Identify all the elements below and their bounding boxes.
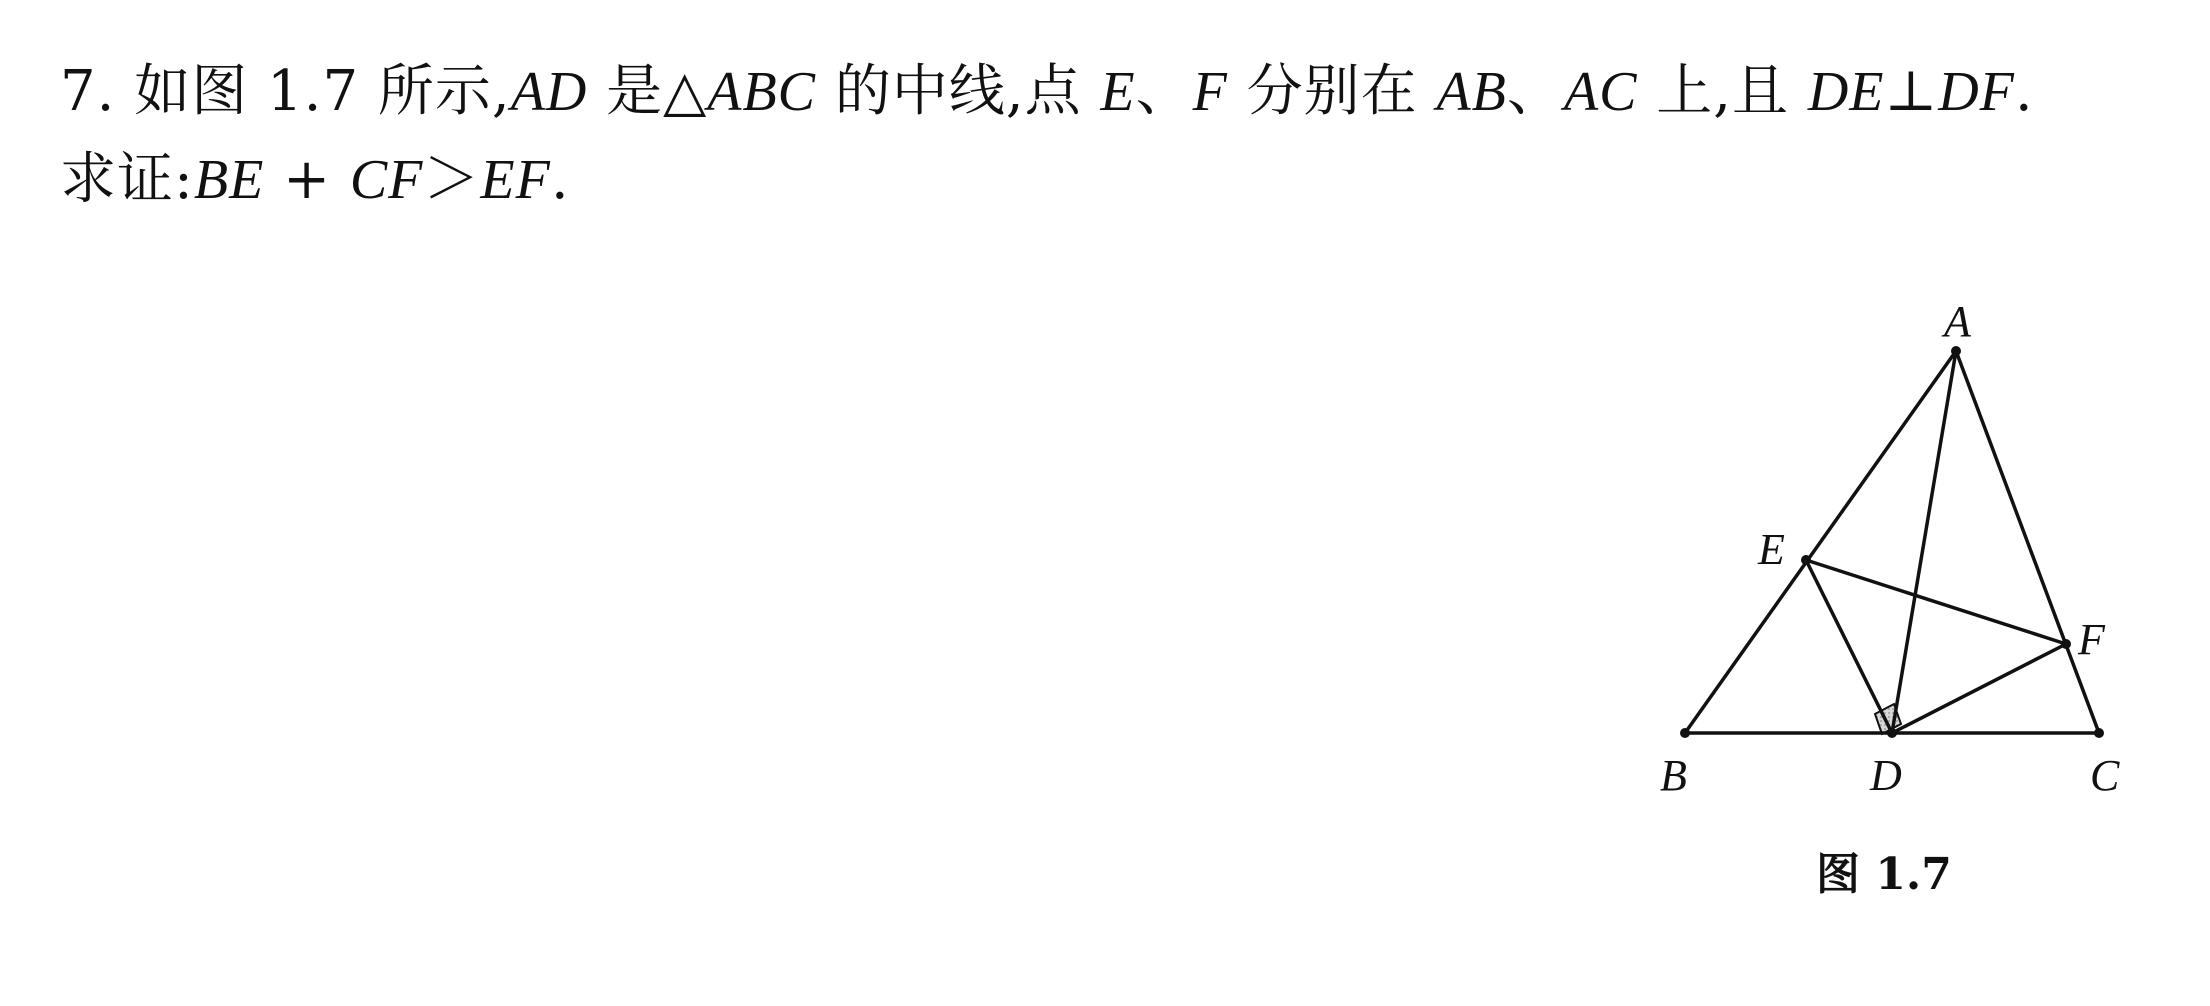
math-term: E xyxy=(1100,61,1136,123)
label-c: C xyxy=(2090,751,2120,800)
segment-ad xyxy=(1892,351,1956,733)
segment-de xyxy=(1806,560,1892,733)
text-run: 分别在 xyxy=(1227,59,1437,124)
text-run: ＞ xyxy=(423,147,481,212)
point-c xyxy=(2094,728,2104,738)
math-term: AD xyxy=(510,61,588,123)
math-term: EF xyxy=(480,149,551,211)
label-a: A xyxy=(1944,297,1971,346)
problem-line-1 xyxy=(60,59,2034,124)
point-e xyxy=(1801,555,1811,565)
segment-ef xyxy=(1806,560,2066,644)
label-f: F xyxy=(2078,615,2105,664)
text-run: ⊥ xyxy=(1884,59,1939,124)
proof-goal xyxy=(60,147,570,212)
math-term: BE xyxy=(193,149,265,211)
math-term: DE xyxy=(1807,61,1885,123)
text-run: . xyxy=(2014,59,2034,124)
text-run: . xyxy=(550,147,570,212)
math-term: CF xyxy=(349,149,424,211)
label-d: D xyxy=(1870,751,1902,800)
figure-caption: 图 1.7 xyxy=(1816,849,1952,900)
point-d xyxy=(1887,728,1897,738)
text-run: 的中线,点 xyxy=(816,59,1101,124)
segment-ab xyxy=(1685,351,1956,733)
math-term: AC xyxy=(1563,61,1638,123)
text-run: 、 xyxy=(1506,59,1564,124)
text-run: + xyxy=(264,147,350,212)
label-e: E xyxy=(1758,525,1785,574)
point-b xyxy=(1680,728,1690,738)
label-b: B xyxy=(1660,751,1687,800)
math-term: F xyxy=(1192,61,1228,123)
problem-statement xyxy=(134,59,2033,124)
text-run: 、 xyxy=(1135,59,1193,124)
math-term: ABC xyxy=(707,61,817,123)
math-term: AB xyxy=(1436,61,1507,123)
math-term: DF xyxy=(1938,61,2015,123)
point-a xyxy=(1951,346,1961,356)
text-run: 是△ xyxy=(587,59,708,124)
text-run: 求证: xyxy=(60,147,194,212)
text-run: 上,且 xyxy=(1637,59,1808,124)
point-f xyxy=(2061,639,2071,649)
segment-ac xyxy=(1956,351,2099,733)
text-run: 如图 1.7 所示, xyxy=(134,59,511,124)
problem-line-2 xyxy=(60,147,570,212)
geometry-figure xyxy=(1600,280,2180,800)
problem-number: 7. xyxy=(60,59,116,124)
segment-df xyxy=(1892,644,2066,733)
